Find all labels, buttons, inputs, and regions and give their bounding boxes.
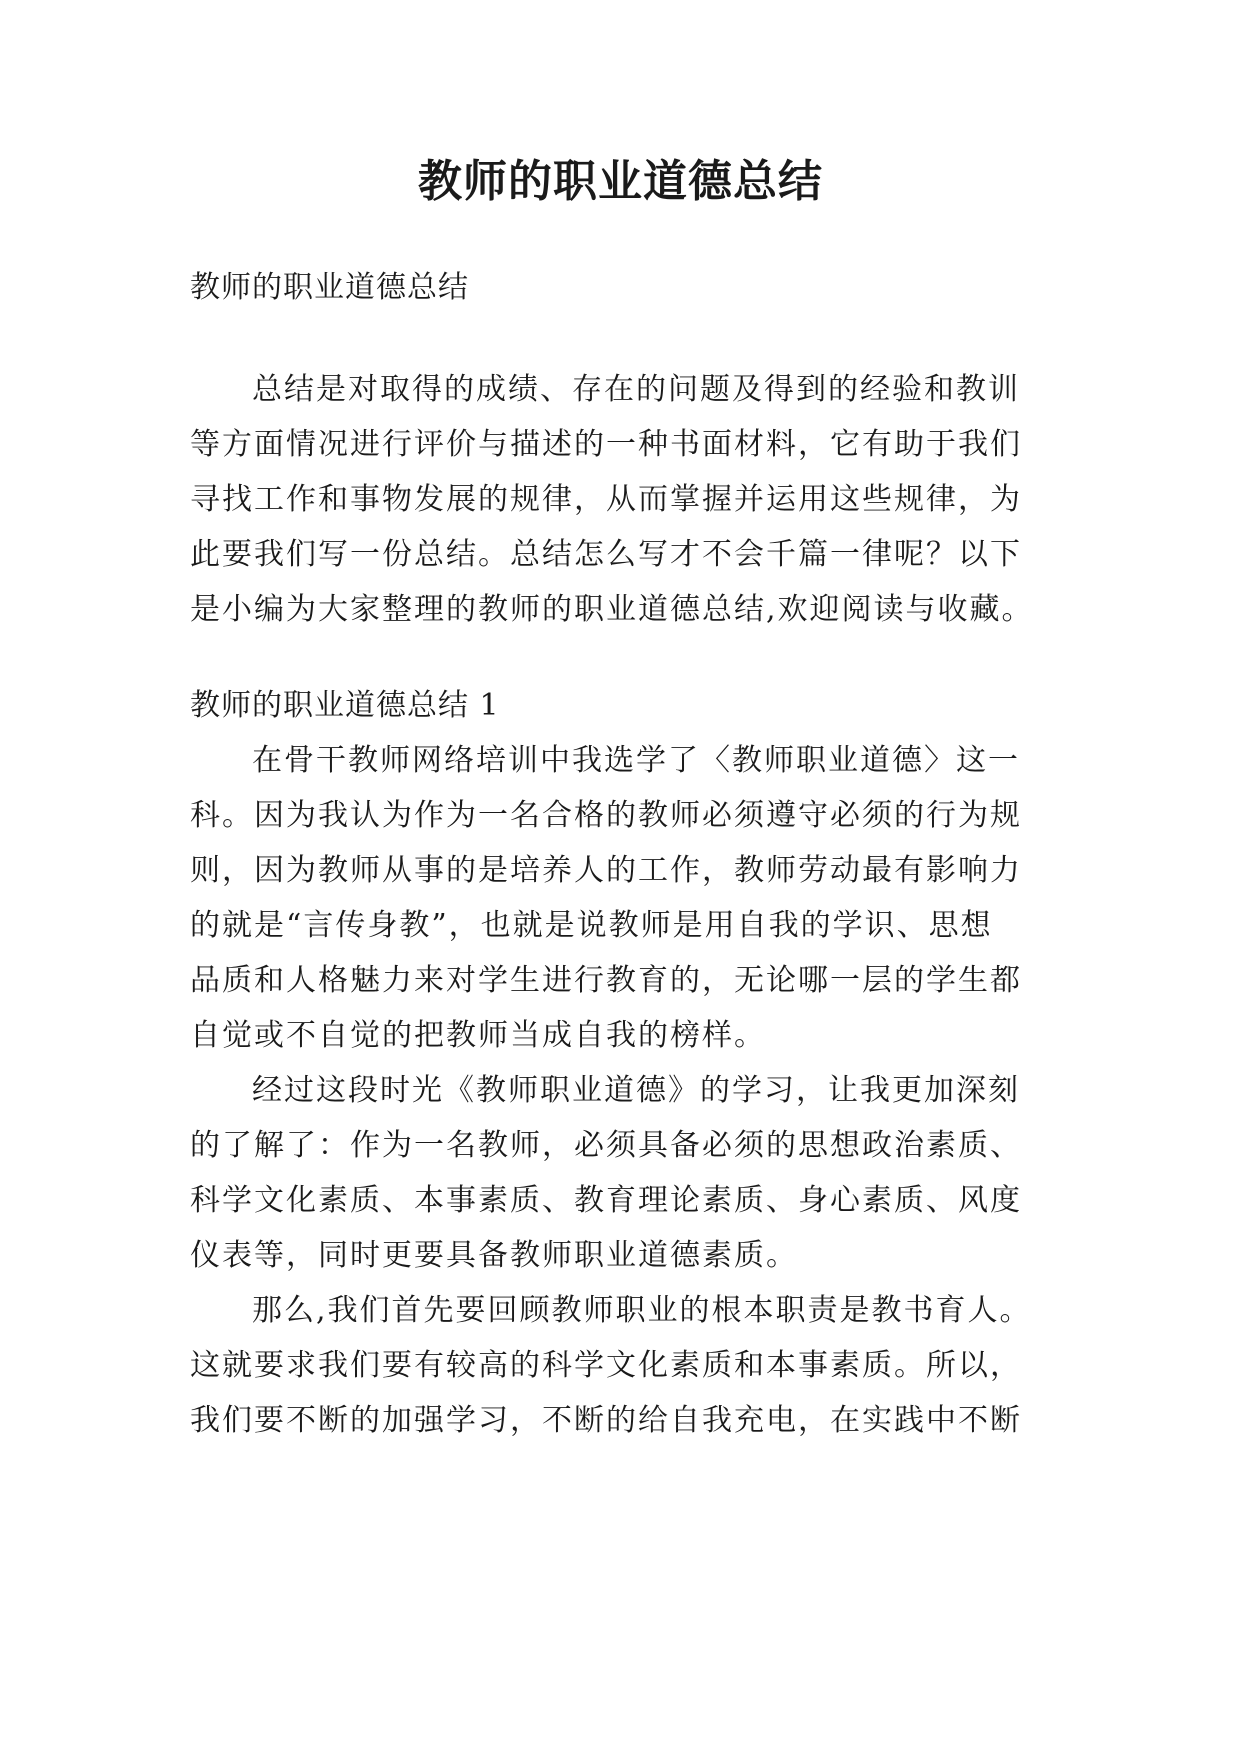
document-subtitle: 教师的职业道德总结 xyxy=(190,270,469,305)
para3-line-3: 我们要不断的加强学习，不断的给自我充电，在实践中不断 xyxy=(190,1403,1022,1438)
para1-line-6: 自觉或不自觉的把教师当成自我的榜样。 xyxy=(190,1018,766,1053)
para2-line-4: 仪表等，同时更要具备教师职业道德素质。 xyxy=(190,1238,798,1273)
intro-line-3: 寻找工作和事物发展的规律，从而掌握并运用这些规律，为 xyxy=(190,482,1022,517)
intro-line-5: 是小编为大家整理的教师的职业道德总结,欢迎阅读与收藏。 xyxy=(190,592,1034,627)
intro-line-4: 此要我们写一份总结。总结怎么写才不会千篇一律呢？以下 xyxy=(190,537,1022,572)
document-title: 教师的职业道德总结 xyxy=(418,156,823,207)
intro-line-1: 总结是对取得的成绩、存在的问题及得到的经验和教训 xyxy=(252,372,1020,407)
para3-line-2: 这就要求我们要有较高的科学文化素质和本事素质。所以， xyxy=(190,1348,1022,1383)
para1-line-4: 的就是“言传身教”，也就是说教师是用自我的学识、思想 xyxy=(190,908,993,943)
intro-line-2: 等方面情况进行评价与描述的一种书面材料，它有助于我们 xyxy=(190,427,1022,462)
para1-line-2: 科。因为我认为作为一名合格的教师必须遵守必须的行为规 xyxy=(190,798,1022,833)
para2-line-2: 的了解了：作为一名教师，必须具备必须的思想政治素质、 xyxy=(190,1128,1022,1163)
para2-line-1: 经过这段时光《教师职业道德》的学习，让我更加深刻 xyxy=(252,1073,1020,1108)
para1-line-5: 品质和人格魅力来对学生进行教育的，无论哪一层的学生都 xyxy=(190,963,1022,998)
para2-line-3: 科学文化素质、本事素质、教育理论素质、身心素质、风度 xyxy=(190,1183,1022,1218)
para3-line-1: 那么,我们首先要回顾教师职业的根本职责是教书育人。 xyxy=(252,1293,1032,1328)
section-heading: 教师的职业道德总结 1 xyxy=(190,688,500,723)
para1-line-3: 则，因为教师从事的是培养人的工作，教师劳动最有影响力 xyxy=(190,853,1022,888)
para1-line-1: 在骨干教师网络培训中我选学了〈教师职业道德〉这一 xyxy=(252,743,1020,778)
